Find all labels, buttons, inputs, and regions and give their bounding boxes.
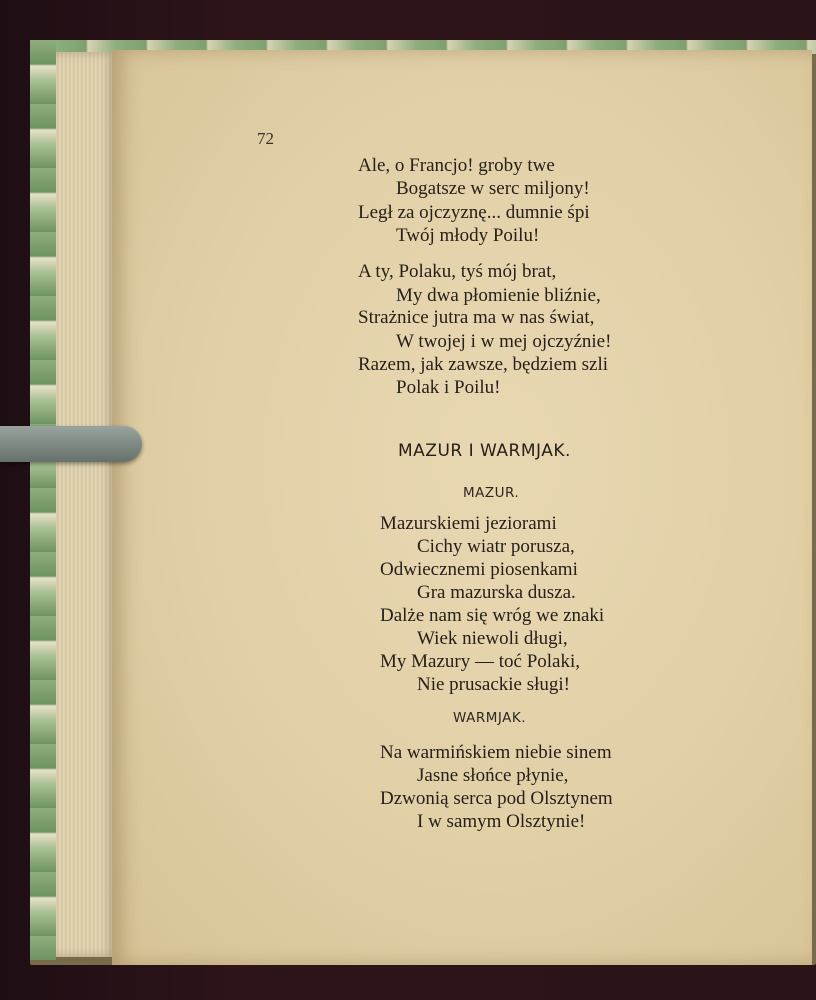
verse-line: Odwiecznemi piosenkami xyxy=(380,559,578,580)
verse-line: Legł za ojczyznę... dumnie śpi xyxy=(358,202,590,223)
verse-line: Strażnice jutra ma w nas świat, xyxy=(358,307,595,328)
verse-line: Mazurskiemi jeziorami xyxy=(380,513,557,534)
verse-line: Wiek niewoli długi, xyxy=(417,628,568,649)
page-stack-edge xyxy=(56,52,116,957)
verse-line: I w samym Olsztynie! xyxy=(417,811,586,832)
verse-line: A ty, Polaku, tyś mój brat, xyxy=(358,261,557,282)
cover-pattern-edge xyxy=(30,40,56,960)
page-number: 72 xyxy=(257,129,274,148)
verse-line: Jasne słońce płynie, xyxy=(417,765,569,786)
verse-line: Dzwonią serca pod Olsztynem xyxy=(380,788,613,809)
bookmark-ribbon[interactable] xyxy=(0,426,142,462)
verse-line: Bogatsze w serc miljony! xyxy=(396,178,590,199)
verse-line: Polak i Poilu! xyxy=(396,377,501,398)
verse-line: My dwa płomienie bliźnie, xyxy=(396,285,601,306)
verse-line: Na warmińskiem niebie sinem xyxy=(380,742,612,763)
verse-line: Twój młody Poilu! xyxy=(396,225,540,246)
warmjak-heading: WARMJAK. xyxy=(453,710,526,726)
verse-line: Razem, jak zawsze, będziem szli xyxy=(358,354,609,375)
verse-line: Cichy wiatr porusza, xyxy=(417,536,575,557)
verse-line: W twojej i w mej ojczyźnie! xyxy=(396,331,612,352)
verse-line: Gra mazurska dusza. xyxy=(417,582,576,603)
verse-line: Nie prusackie sługi! xyxy=(417,674,571,695)
poem-title: MAZUR I WARMJAK. xyxy=(398,441,571,461)
verse-line: Dalże nam się wróg we znaki xyxy=(380,605,605,626)
verse-line: My Mazury — toć Polaki, xyxy=(380,651,581,672)
verse-line: Ale, o Francjo! groby twe xyxy=(358,155,555,176)
mazur-heading: MAZUR. xyxy=(463,485,520,501)
